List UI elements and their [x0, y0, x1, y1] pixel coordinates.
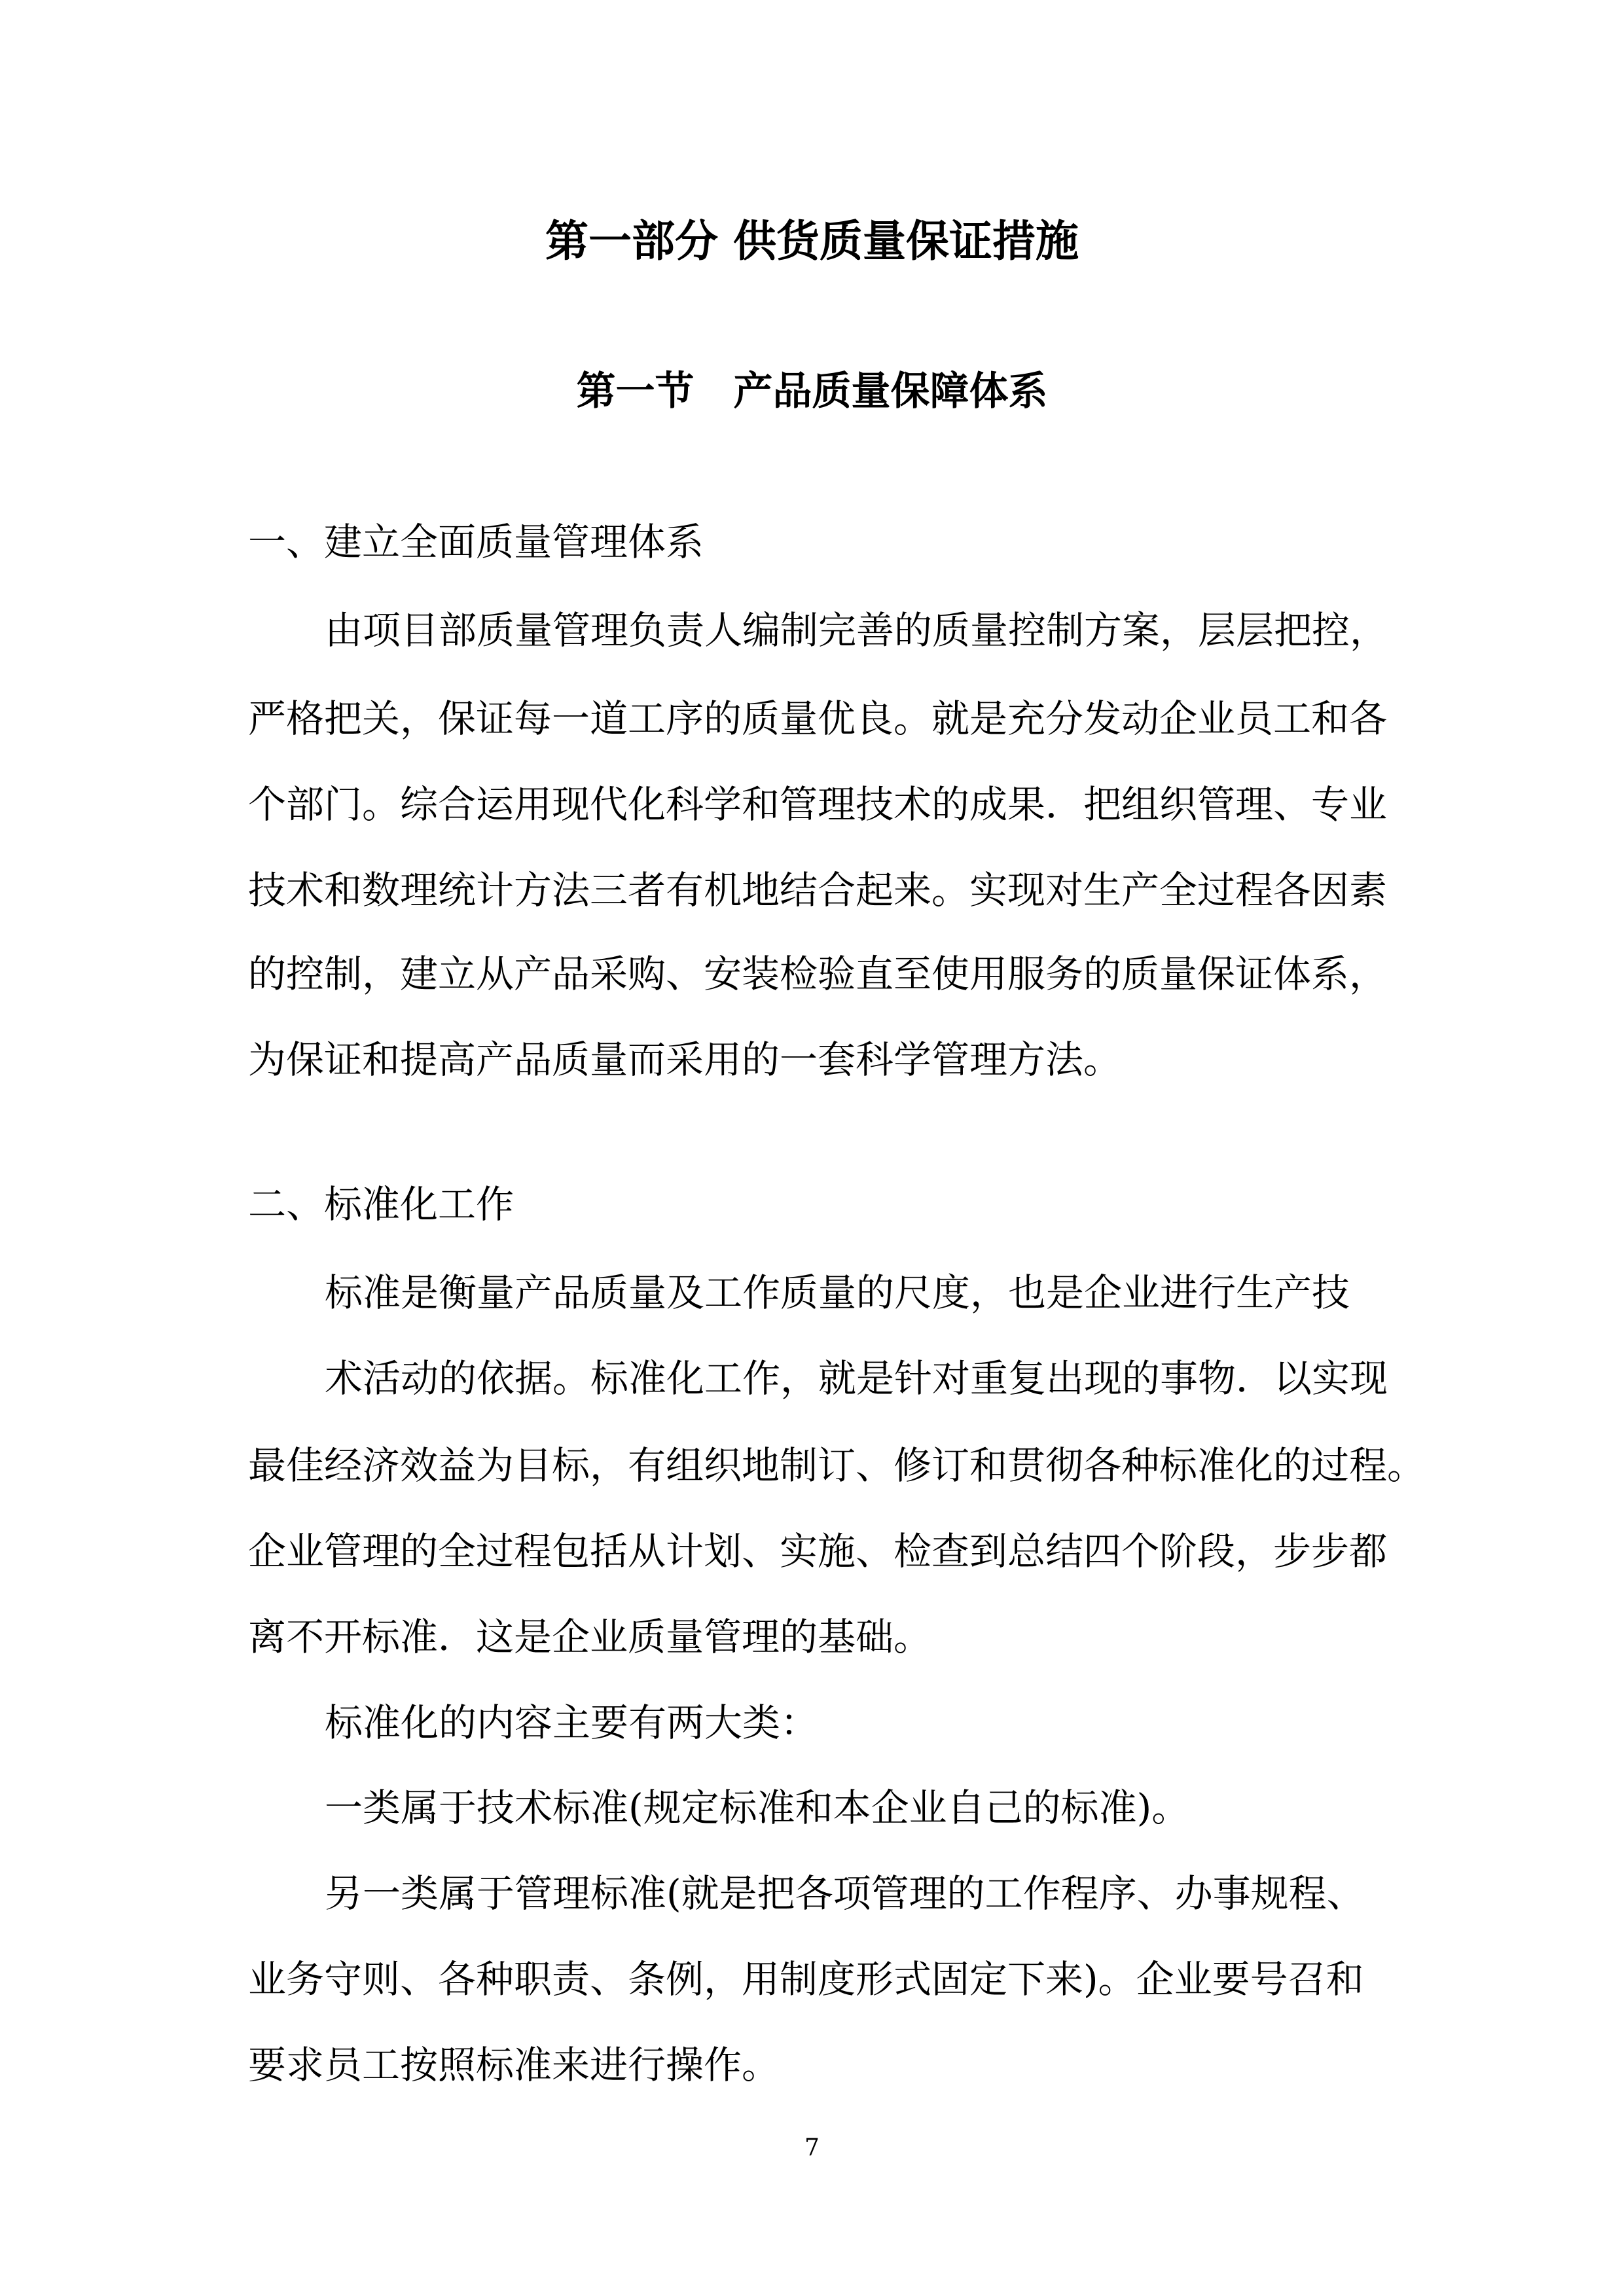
paragraph-line: 标准是衡量产品质量及工作质量的尺度，也是企业进行生产技: [325, 1270, 1350, 1315]
document-title: 第一部分 供货质量保证措施: [545, 215, 1079, 266]
paragraph-line: 一类属于技术标准(规定标准和本企业自己的标准)。: [325, 1785, 1190, 1830]
paragraph-line: 离不开标准．这是企业质量管理的基础。: [248, 1615, 932, 1659]
paragraph-line: 的控制，建立从产品采购、安装检验直至使用服务的质量保证体系，: [248, 952, 1388, 996]
paragraph-line: 另一类属于管理标准(就是把各项管理的工作程序、办事规程、: [325, 1871, 1365, 1916]
paragraph-line: 标准化的内容主要有两大类：: [325, 1700, 819, 1745]
paragraph-line: 个部门。综合运用现代化科学和管理技术的成果．把组织管理、专业: [248, 782, 1388, 827]
paragraph-line: 业务守则、各种职责、条例，用制度形式固定下来)。企业要号召和: [248, 1957, 1364, 2001]
page-number: 7: [804, 2134, 820, 2161]
paragraph-line: 要求员工按照标准来进行操作。: [248, 2043, 780, 2087]
paragraph-line: 为保证和提高产品质量而采用的一套科学管理方法。: [248, 1037, 1122, 1082]
paragraph-line: 术活动的依据。标准化工作，就是针对重复出现的事物．以实现: [325, 1356, 1388, 1401]
paragraph-line: 严格把关，保证每一道工序的质量优良。就是充分发动企业员工和各: [248, 696, 1388, 741]
paragraph-line: 由项目部质量管理负责人编制完善的质量控制方案，层层把控，: [325, 608, 1388, 653]
paragraph-line: 企业管理的全过程包括从计划、实施、检查到总结四个阶段，步步都: [248, 1529, 1388, 1573]
heading-standardization: 二、标准化工作: [248, 1182, 514, 1227]
paragraph-line: 最佳经济效益为目标，有组织地制订、修订和贯彻各种标准化的过程。: [248, 1443, 1426, 1488]
section-title: 第一节 产品质量保障体系: [576, 368, 1048, 414]
paragraph-line: 技术和数理统计方法三者有机地结合起来。实现对生产全过程各因素: [248, 868, 1388, 912]
heading-quality-system: 一、建立全面质量管理体系: [248, 520, 704, 564]
